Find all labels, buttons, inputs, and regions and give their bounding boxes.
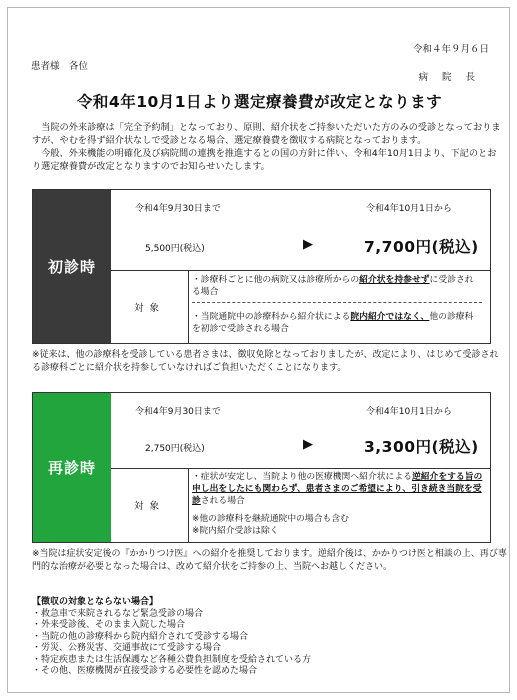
revisit-note: ※当院は症状安定後の『かかりつけ医』への紹介を推奨しております。逆紹介後は、かかりつけ医と相談の上、再び専門的な治療が必要となった場合は、改めて紹介状をご持参の上、当院へお越しください。 [32, 549, 507, 572]
notice-date: 令和４年９月６日 [412, 44, 489, 55]
arrow-icon: ▶ [303, 237, 313, 252]
exemption-item: ・外来受診後、そのまま入院した場合 [32, 620, 186, 630]
intro-paragraph-2: 今般、外来機能の明確化及び病院間の連携を推進するとの国の方針に伴い、令和4年10月1日より、下記のとおり選定療養費が改定となりますのでお知らせいたします。 [32, 148, 497, 172]
initial-visit-table [32, 189, 491, 344]
revisit-note-2: ※院内紹介受診は除く [192, 526, 279, 536]
signer: 病院長 [418, 72, 489, 83]
exemption-item: ・その他、医療機関が直接受診する必要性を認めた場合 [32, 666, 258, 676]
revisit-label: 再診時 [33, 393, 111, 542]
revisit-fee-row [111, 393, 490, 469]
initial-target-row [111, 270, 490, 343]
revisit-target-row [111, 468, 490, 542]
after-date-label: 令和4年10月1日から [366, 204, 452, 214]
initial-condition-1: ・診療科ごとに他の病院又は診療所からの紹介状を持参せずに受診される場合 [192, 274, 482, 303]
intro-text [32, 121, 502, 173]
revisit-table [32, 392, 491, 543]
exemption-item: ・当院の他の診療科から院内紹介されて受診する場合 [32, 631, 249, 642]
new-price: 7,700円(税込) [364, 238, 479, 256]
addressee: 患者様 各位 [31, 61, 89, 72]
before-date-label: 令和4年9月30日まで [135, 204, 221, 214]
notice-title: 令和4年10月1日より選定療養費が改定となります [76, 93, 443, 111]
intro-paragraph-1: 当院の外来診療は「完全予約制」となっており、原則、紹介状をご持参いただいた方のみの受診となっておりますが、やむを得ず紹介状なしで受診となる場合、選定療養費を徴収する病院となっております。 [32, 122, 501, 146]
exemption-item: ・特定疾患または生活保護など各種公費負担制度を受給されている方 [32, 654, 312, 665]
after-date-label: 令和4年10月1日から [366, 407, 452, 417]
exemption-item: ・救急車で来院されるなど緊急受診の場合 [32, 608, 204, 619]
new-price: 3,300円(税込) [364, 438, 479, 456]
revisit-condition: ・症状が安定し、当院より他の医療機関へ紹介状による逆紹介をする旨の申し出をしたにも関わらず、患者さまのご希望により、引き続き当院を受診される場合 [192, 472, 483, 506]
before-date-label: 令和4年9月30日まで [135, 407, 221, 417]
exemption-heading: 【徴収の対象とならない場合】 [32, 597, 159, 607]
arrow-icon: ▶ [303, 437, 313, 452]
initial-fee-row [111, 190, 490, 271]
initial-note: ※従来は、他の診療科を受診している患者さまは、徴収免除となっておりましたが、改定により、はじめて受診される診療科ごとに紹介状を持参していなければご負担いただくことになります。 [32, 350, 499, 373]
target-label: 対象 [111, 270, 189, 343]
exemption-list [32, 597, 502, 678]
old-price: 5,500円(税込) [145, 244, 205, 254]
revisit-note-1: ※他の診療科を継続通院中の場合も含む [192, 514, 349, 524]
notice-page [7, 7, 510, 693]
initial-condition-2: ・当院通院中の診療科から紹介状による院内紹介ではなく、他の診療科を初診で受診される場合 [192, 312, 474, 334]
target-label: 対象 [111, 468, 189, 542]
initial-visit-label: 初診時 [33, 190, 111, 343]
exemption-item: ・労災、公務災害、交通事故にて受診する場合 [32, 643, 222, 653]
old-price: 2,750円(税込) [145, 444, 205, 454]
